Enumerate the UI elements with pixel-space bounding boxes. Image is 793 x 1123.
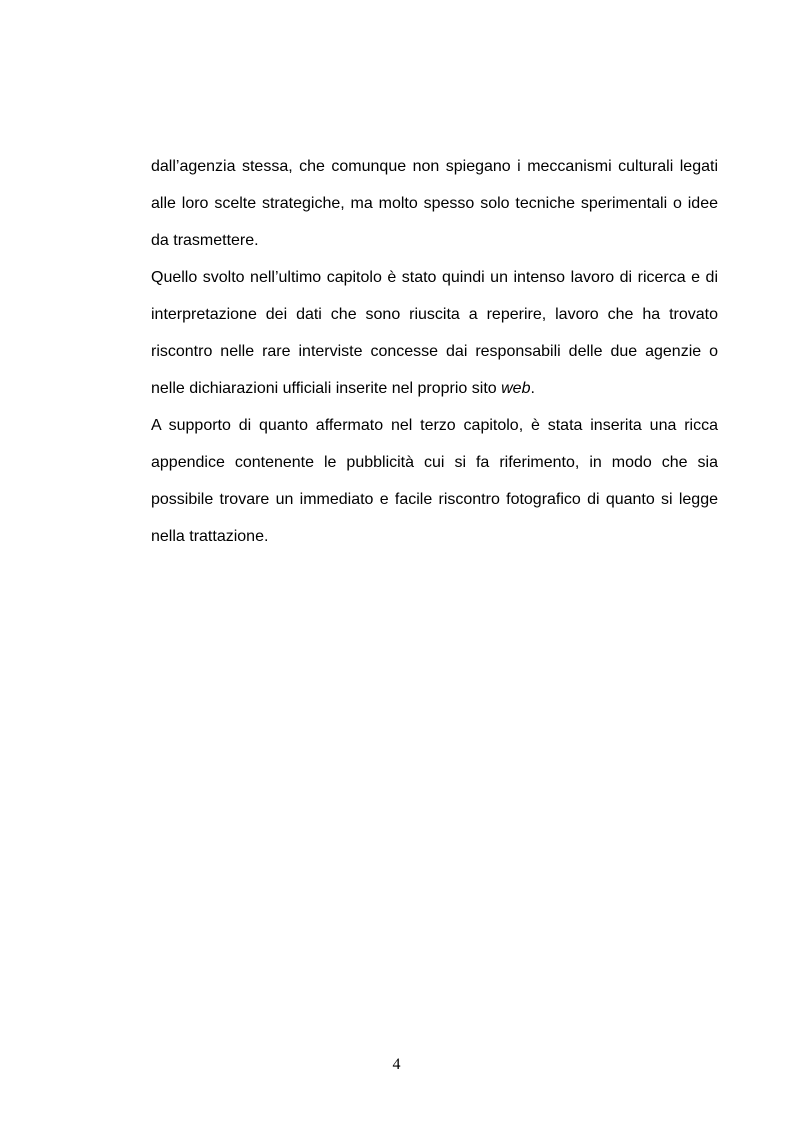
body-text	[151, 148, 718, 555]
paragraph-1	[151, 148, 718, 259]
paragraph-2-ending: .	[530, 380, 535, 397]
paragraph-1-text: dall’agenzia stessa, che comunque non spiegano i meccanismi culturali legati alle loro scelte strategiche, ma molto spesso solo tecniche sperimentali o idee da trasmettere.	[151, 158, 718, 249]
paragraph-3	[151, 407, 718, 555]
paragraph-3-text: A supporto di quanto affermato nel terzo capitolo, è stata inserita una ricca appendice contenente le pubblicità cui si fa riferimento, in modo che sia possibile trovare un immediato e facile riscontro fotografico di quanto si legge nella trattazione.	[151, 417, 718, 545]
paragraph-2	[151, 259, 718, 407]
paragraph-2-emphasis: web	[501, 380, 531, 397]
page-number: 4	[392, 1056, 401, 1073]
paragraph-2-text: Quello svolto nell’ultimo capitolo è stato quindi un intenso lavoro di ricerca e di interpretazione dei dati che sono riuscita a reperire, lavoro che ha trovato riscontro nelle rare interviste concesse dai responsabili delle due agenzie o nelle dichiarazioni ufficiali inserite nel proprio sito	[151, 269, 718, 397]
